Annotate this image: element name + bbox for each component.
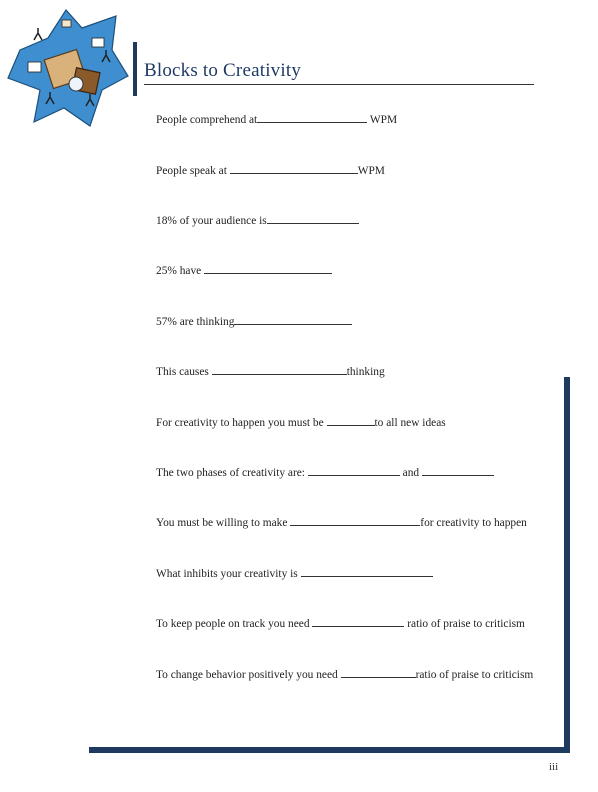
fill-blank[interactable]	[212, 365, 347, 375]
item-comprehend: People comprehend at WPM	[156, 114, 398, 126]
title-underline	[144, 84, 534, 85]
clipart-illustration	[4, 4, 132, 138]
item-two-phases: The two phases of creativity are: and	[156, 466, 494, 479]
clipart-card-c	[62, 20, 71, 27]
fill-blank[interactable]	[267, 214, 359, 224]
fill-blank[interactable]	[257, 113, 367, 123]
item-on-track: To keep people on track you need ratio of praise to criticism	[156, 618, 525, 630]
fill-blank[interactable]	[290, 516, 420, 526]
clipart-card-b	[92, 38, 104, 47]
item-change-behavior: To change behavior positively you need ratio of praise to criticism	[156, 669, 534, 681]
fill-blank[interactable]	[301, 567, 433, 577]
title-accent-bar	[133, 42, 137, 96]
fill-blank[interactable]	[341, 668, 416, 678]
fill-blank[interactable]	[312, 617, 404, 627]
item-speak: People speak at WPM	[156, 165, 385, 177]
fill-blank[interactable]	[327, 416, 375, 426]
fill-blank[interactable]	[422, 466, 494, 476]
fill-blank[interactable]	[308, 466, 400, 476]
clipart-card-a	[28, 62, 41, 72]
item-audience-18: 18% of your audience is	[156, 214, 359, 227]
item-inhibits: What inhibits your creativity is	[156, 567, 433, 580]
fill-blank[interactable]	[204, 264, 332, 274]
item-creativity-open: For creativity to happen you must be to all new ideas	[156, 417, 446, 429]
item-audience-57: 57% are thinking	[156, 315, 352, 328]
page-title: Blocks to Creativity	[144, 60, 302, 81]
frame-right-bar	[564, 377, 570, 753]
clipart-globe	[69, 77, 83, 91]
fill-blank[interactable]	[234, 315, 352, 325]
item-willing: You must be willing to make for creativity to happen	[156, 517, 527, 529]
fill-blank[interactable]	[230, 164, 358, 174]
item-causes: This causes thinking	[156, 366, 385, 378]
clipart-figure-a	[34, 28, 42, 40]
frame-bottom-bar	[89, 747, 570, 753]
page-number: iii	[549, 761, 559, 773]
item-audience-25: 25% have	[156, 264, 332, 277]
